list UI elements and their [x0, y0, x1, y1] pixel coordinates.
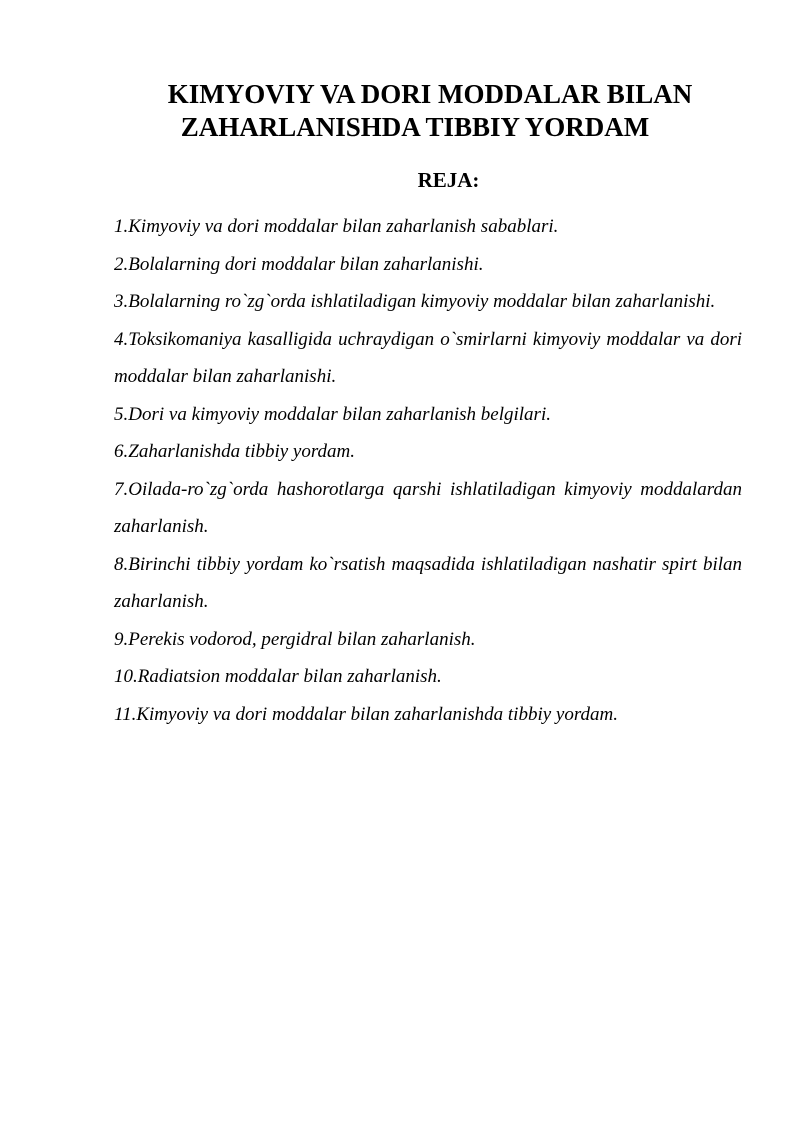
plan-item-5: 5.Dori va kimyoviy moddalar bilan zaharlanish belgilari.	[114, 403, 551, 425]
plan-item-11: 11.Kimyoviy va dori moddalar bilan zaharlanishda tibbiy yordam.	[114, 703, 619, 725]
plan-item-6: 6.Zaharlanishda tibbiy yordam.	[114, 441, 356, 462]
plan-item-1: 1.Kimyoviy va dori moddalar bilan zaharlanish sabablari.	[114, 216, 559, 237]
plan-item-2: 2.Bolalarning dori moddalar bilan zaharlanishi.	[114, 253, 484, 275]
document-title-line-1: KIMYOVIY VA DORI MODDALAR BILAN	[167, 79, 693, 109]
plan-item-3: 3.Bolalarning ro`zg`orda ishlatiladigan kimyoviy moddalar bilan zaharlanishi.	[114, 291, 716, 312]
plan-item-9: 9.Perekis vodorod, pergidral bilan zaharlanish.	[114, 628, 476, 650]
document-title-line-2: ZAHARLANISHDA TIBBIY YORDAM	[180, 112, 650, 142]
plan-item-8: 8.Birinchi tibbiy yordam ko`rsatish maqsadida ishlatiladigan nashatir spirt bilan zaharlanish.	[114, 553, 742, 612]
plan-list	[114, 208, 742, 733]
plan-item-7: 7.Oilada-ro`zg`orda hashorotlarga qarshi ishlatiladigan kimyoviy moddalardan zaharlanish.	[114, 478, 742, 537]
plan-item-4: 4.Toksikomaniya kasalligida uchraydigan o`smirlarni kimyoviy moddalar va dori moddalar bilan zaharlanishi.	[114, 328, 742, 387]
plan-item-10: 10.Radiatsion moddalar bilan zaharlanish.	[114, 666, 442, 687]
plan-heading: REJA:	[417, 168, 480, 192]
